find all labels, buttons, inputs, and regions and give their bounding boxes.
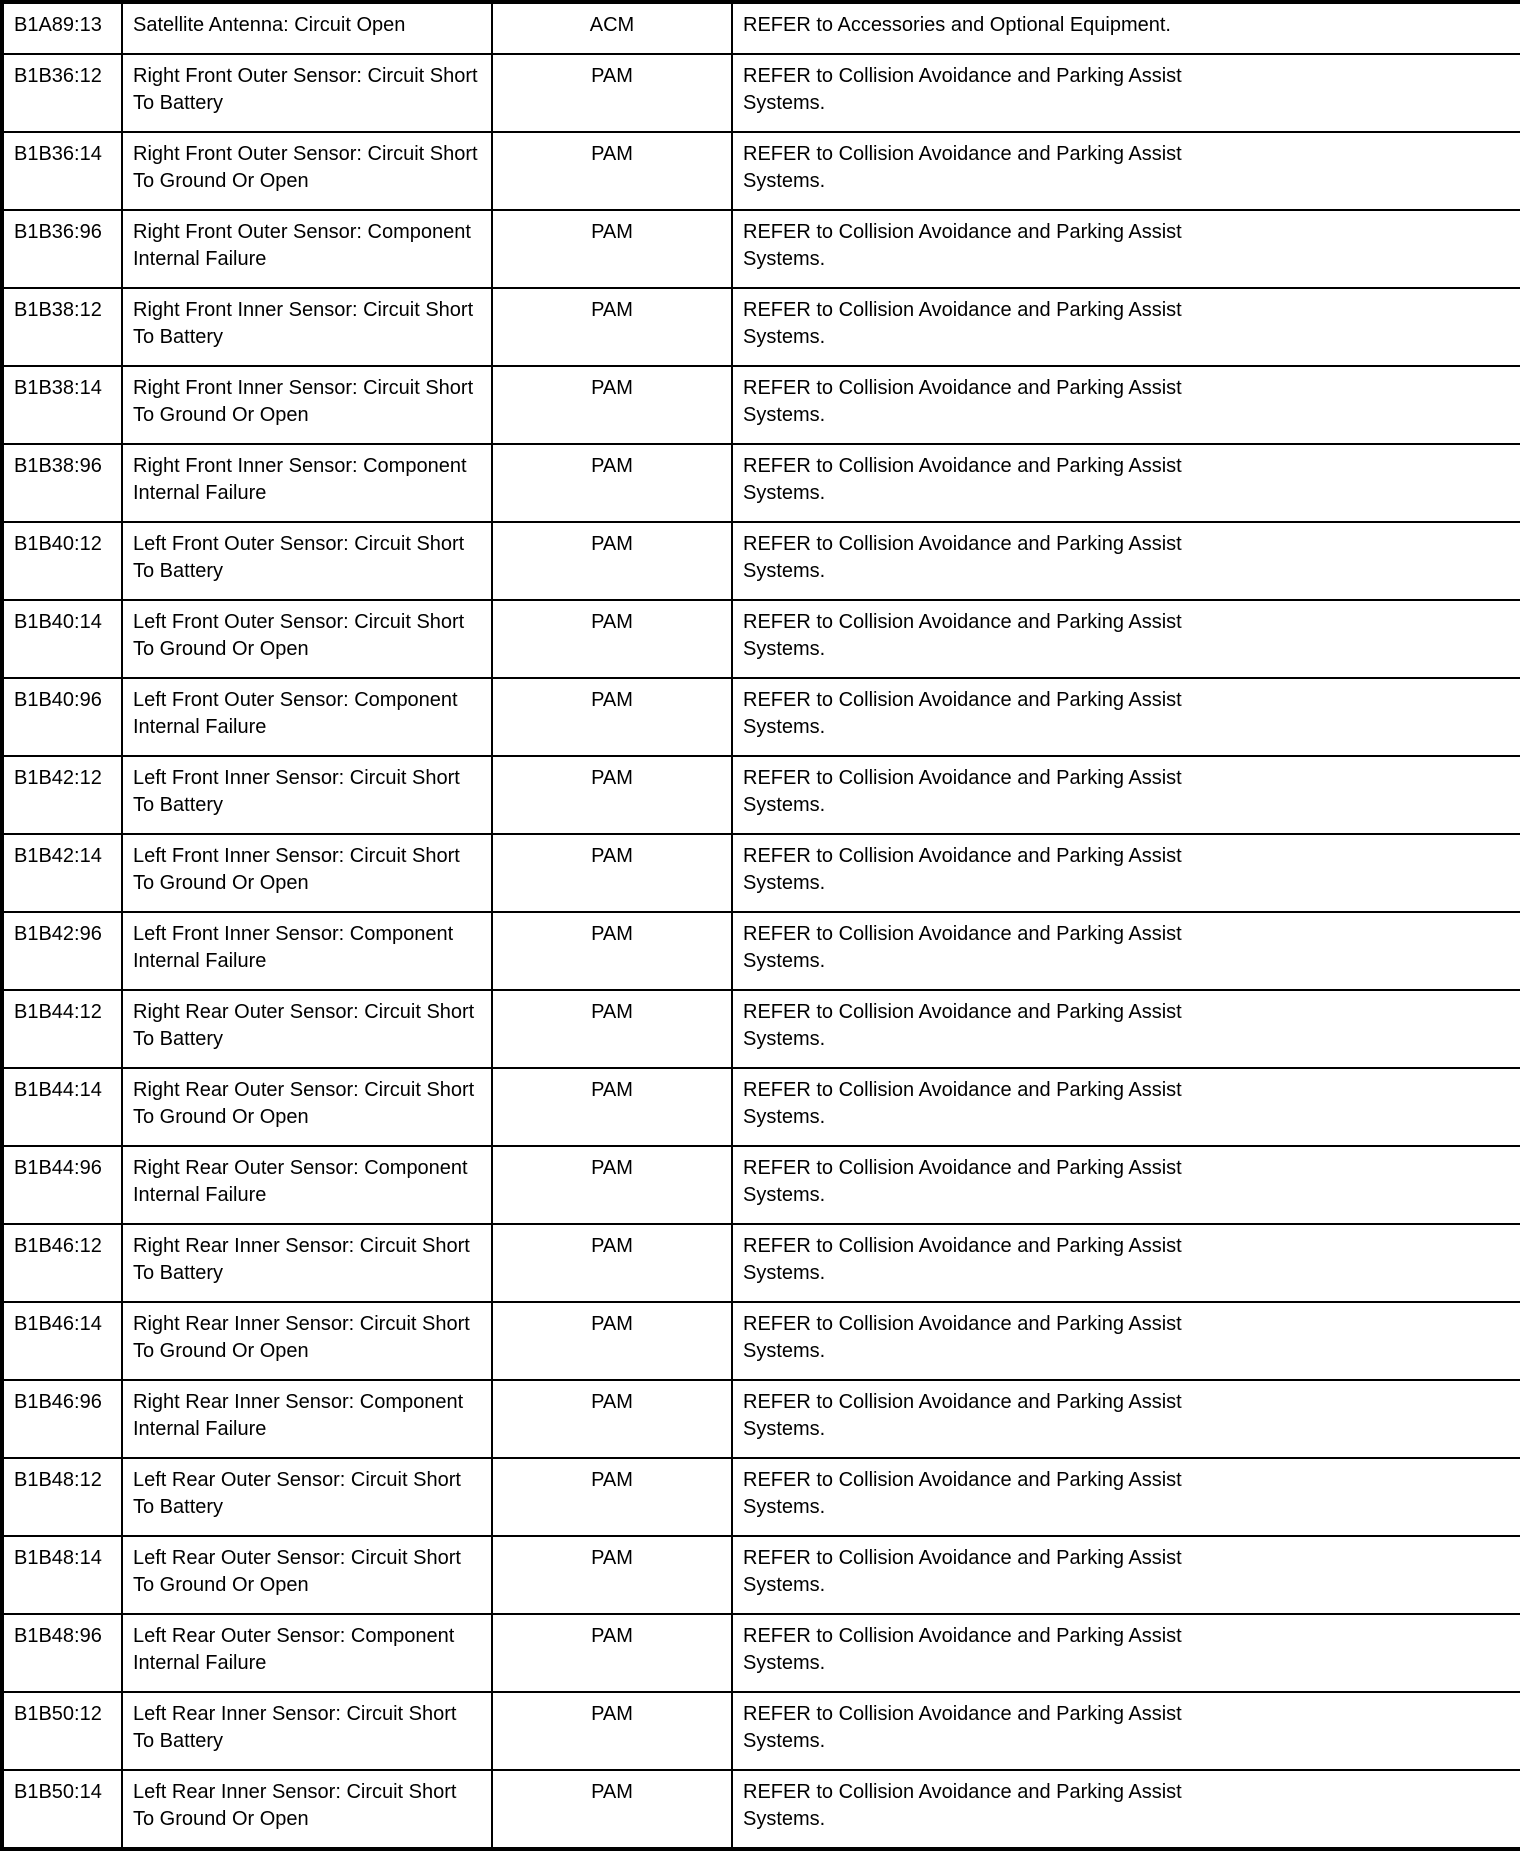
dtc-action-cell <box>732 600 1520 678</box>
table-row <box>2 1224 1520 1302</box>
dtc-action-cell <box>732 912 1520 990</box>
dtc-module-cell: PAM <box>492 912 732 990</box>
dtc-action-cell <box>732 288 1520 366</box>
dtc-code-cell: B1B50:14 <box>2 1770 122 1849</box>
table-row <box>2 1692 1520 1770</box>
dtc-module-cell: PAM <box>492 1692 732 1770</box>
dtc-action-cell <box>732 1692 1520 1770</box>
dtc-action-text: REFER to Collision Avoidance and Parking Assist Systems. <box>743 1703 1182 1752</box>
table-row <box>2 1068 1520 1146</box>
dtc-action-cell <box>732 2 1520 54</box>
dtc-code-cell: B1B44:96 <box>2 1146 122 1224</box>
dtc-code-cell: B1B44:14 <box>2 1068 122 1146</box>
dtc-module-cell: PAM <box>492 132 732 210</box>
table-row <box>2 522 1520 600</box>
table-row <box>2 1614 1520 1692</box>
table-row <box>2 444 1520 522</box>
dtc-action-text: REFER to Collision Avoidance and Parking Assist Systems. <box>743 221 1182 270</box>
dtc-code-cell: B1B36:12 <box>2 54 122 132</box>
dtc-action-text: REFER to Collision Avoidance and Parking Assist Systems. <box>743 1547 1182 1596</box>
dtc-module-cell: PAM <box>492 756 732 834</box>
dtc-module-cell: PAM <box>492 1302 732 1380</box>
table-row <box>2 1302 1520 1380</box>
dtc-code-cell: B1B36:14 <box>2 132 122 210</box>
dtc-description-cell: Right Front Inner Sensor: Component Internal Failure <box>122 444 492 522</box>
dtc-description-cell: Right Front Inner Sensor: Circuit Short To Ground Or Open <box>122 366 492 444</box>
dtc-action-cell <box>732 1224 1520 1302</box>
dtc-description-cell: Right Front Outer Sensor: Circuit Short To Ground Or Open <box>122 132 492 210</box>
dtc-code-cell: B1B38:14 <box>2 366 122 444</box>
dtc-code-cell: B1B48:14 <box>2 1536 122 1614</box>
table-row <box>2 1458 1520 1536</box>
table-row <box>2 288 1520 366</box>
dtc-module-cell: PAM <box>492 1146 732 1224</box>
dtc-description-cell: Right Rear Inner Sensor: Circuit Short To Ground Or Open <box>122 1302 492 1380</box>
dtc-action-cell <box>732 834 1520 912</box>
dtc-module-cell: PAM <box>492 834 732 912</box>
dtc-module-cell: ACM <box>492 2 732 54</box>
table-row <box>2 990 1520 1068</box>
dtc-description-cell: Right Rear Outer Sensor: Component Internal Failure <box>122 1146 492 1224</box>
dtc-action-text: REFER to Collision Avoidance and Parking Assist Systems. <box>743 1391 1182 1440</box>
dtc-code-cell: B1B48:12 <box>2 1458 122 1536</box>
dtc-action-text: REFER to Collision Avoidance and Parking Assist Systems. <box>743 1781 1182 1830</box>
dtc-action-cell <box>732 678 1520 756</box>
dtc-action-text: REFER to Collision Avoidance and Parking Assist Systems. <box>743 455 1182 504</box>
dtc-code-cell: B1B38:12 <box>2 288 122 366</box>
dtc-description-cell: Left Front Outer Sensor: Circuit Short To Ground Or Open <box>122 600 492 678</box>
table-row <box>2 1770 1520 1849</box>
dtc-code-cell: B1B40:96 <box>2 678 122 756</box>
table-row <box>2 2 1520 54</box>
dtc-action-cell <box>732 54 1520 132</box>
table-row <box>2 1380 1520 1458</box>
dtc-code-cell: B1B46:12 <box>2 1224 122 1302</box>
dtc-code-cell: B1B46:14 <box>2 1302 122 1380</box>
dtc-description-cell: Right Front Outer Sensor: Circuit Short To Battery <box>122 54 492 132</box>
dtc-description-cell: Left Rear Outer Sensor: Component Internal Failure <box>122 1614 492 1692</box>
dtc-module-cell: PAM <box>492 1458 732 1536</box>
dtc-module-cell: PAM <box>492 1380 732 1458</box>
dtc-module-cell: PAM <box>492 210 732 288</box>
table-row <box>2 210 1520 288</box>
dtc-action-cell <box>732 1380 1520 1458</box>
dtc-action-text: REFER to Collision Avoidance and Parking Assist Systems. <box>743 377 1182 426</box>
dtc-action-cell <box>732 1770 1520 1849</box>
table-row <box>2 834 1520 912</box>
dtc-action-text: REFER to Collision Avoidance and Parking Assist Systems. <box>743 923 1182 972</box>
dtc-action-text: REFER to Collision Avoidance and Parking Assist Systems. <box>743 611 1182 660</box>
dtc-action-text: REFER to Collision Avoidance and Parking Assist Systems. <box>743 1313 1182 1362</box>
dtc-description-cell: Right Front Inner Sensor: Circuit Short To Battery <box>122 288 492 366</box>
dtc-action-text: REFER to Collision Avoidance and Parking Assist Systems. <box>743 1157 1182 1206</box>
dtc-action-text: REFER to Collision Avoidance and Parking Assist Systems. <box>743 65 1182 114</box>
dtc-action-text: REFER to Collision Avoidance and Parking Assist Systems. <box>743 1001 1182 1050</box>
table-row <box>2 678 1520 756</box>
dtc-action-cell <box>732 1302 1520 1380</box>
dtc-description-cell: Left Rear Inner Sensor: Circuit Short To Ground Or Open <box>122 1770 492 1849</box>
dtc-action-text: REFER to Collision Avoidance and Parking Assist Systems. <box>743 1235 1182 1284</box>
dtc-action-cell <box>732 1458 1520 1536</box>
dtc-action-cell <box>732 522 1520 600</box>
dtc-action-cell <box>732 210 1520 288</box>
dtc-action-text: REFER to Collision Avoidance and Parking Assist Systems. <box>743 1079 1182 1128</box>
dtc-module-cell: PAM <box>492 1614 732 1692</box>
dtc-code-cell: B1B40:12 <box>2 522 122 600</box>
table-row <box>2 600 1520 678</box>
table-row <box>2 912 1520 990</box>
dtc-code-cell: B1B42:12 <box>2 756 122 834</box>
dtc-description-cell: Left Rear Outer Sensor: Circuit Short To Battery <box>122 1458 492 1536</box>
dtc-description-cell: Right Rear Outer Sensor: Circuit Short To Battery <box>122 990 492 1068</box>
dtc-action-text: REFER to Collision Avoidance and Parking Assist Systems. <box>743 689 1182 738</box>
dtc-description-cell: Satellite Antenna: Circuit Open <box>122 2 492 54</box>
dtc-description-cell: Right Rear Inner Sensor: Component Internal Failure <box>122 1380 492 1458</box>
dtc-code-cell: B1B38:96 <box>2 444 122 522</box>
dtc-module-cell: PAM <box>492 678 732 756</box>
dtc-action-cell <box>732 366 1520 444</box>
dtc-description-cell: Left Front Outer Sensor: Circuit Short To Battery <box>122 522 492 600</box>
table-row <box>2 756 1520 834</box>
dtc-module-cell: PAM <box>492 1536 732 1614</box>
dtc-module-cell: PAM <box>492 1770 732 1849</box>
dtc-action-cell <box>732 1146 1520 1224</box>
dtc-description-cell: Right Front Outer Sensor: Component Internal Failure <box>122 210 492 288</box>
dtc-action-text: REFER to Collision Avoidance and Parking Assist Systems. <box>743 767 1182 816</box>
dtc-action-text: REFER to Collision Avoidance and Parking Assist Systems. <box>743 845 1182 894</box>
dtc-action-text: REFER to Collision Avoidance and Parking Assist Systems. <box>743 143 1182 192</box>
dtc-code-cell: B1B36:96 <box>2 210 122 288</box>
dtc-description-cell: Left Front Inner Sensor: Circuit Short To Ground Or Open <box>122 834 492 912</box>
dtc-module-cell: PAM <box>492 54 732 132</box>
dtc-action-cell <box>732 990 1520 1068</box>
table-row <box>2 132 1520 210</box>
dtc-module-cell: PAM <box>492 1224 732 1302</box>
dtc-code-cell: B1A89:13 <box>2 2 122 54</box>
dtc-module-cell: PAM <box>492 990 732 1068</box>
dtc-action-text: REFER to Collision Avoidance and Parking Assist Systems. <box>743 299 1182 348</box>
dtc-module-cell: PAM <box>492 366 732 444</box>
dtc-action-cell <box>732 756 1520 834</box>
table-row <box>2 54 1520 132</box>
dtc-action-text: REFER to Accessories and Optional Equipment. <box>743 14 1171 36</box>
dtc-code-cell: B1B40:14 <box>2 600 122 678</box>
dtc-action-cell <box>732 1614 1520 1692</box>
dtc-description-cell: Right Rear Inner Sensor: Circuit Short To Battery <box>122 1224 492 1302</box>
dtc-action-cell <box>732 1536 1520 1614</box>
dtc-description-cell: Left Front Outer Sensor: Component Internal Failure <box>122 678 492 756</box>
dtc-description-cell: Left Front Inner Sensor: Component Internal Failure <box>122 912 492 990</box>
dtc-description-cell: Right Rear Outer Sensor: Circuit Short To Ground Or Open <box>122 1068 492 1146</box>
dtc-module-cell: PAM <box>492 444 732 522</box>
dtc-action-cell <box>732 132 1520 210</box>
dtc-action-text: REFER to Collision Avoidance and Parking Assist Systems. <box>743 1469 1182 1518</box>
dtc-description-cell: Left Rear Inner Sensor: Circuit Short To Battery <box>122 1692 492 1770</box>
dtc-code-cell: B1B44:12 <box>2 990 122 1068</box>
table-row <box>2 366 1520 444</box>
dtc-description-cell: Left Rear Outer Sensor: Circuit Short To Ground Or Open <box>122 1536 492 1614</box>
dtc-action-cell <box>732 444 1520 522</box>
dtc-description-cell: Left Front Inner Sensor: Circuit Short To Battery <box>122 756 492 834</box>
dtc-module-cell: PAM <box>492 600 732 678</box>
dtc-code-cell: B1B42:96 <box>2 912 122 990</box>
table-row <box>2 1536 1520 1614</box>
dtc-action-text: REFER to Collision Avoidance and Parking Assist Systems. <box>743 1625 1182 1674</box>
table-row <box>2 1146 1520 1224</box>
dtc-module-cell: PAM <box>492 522 732 600</box>
dtc-action-cell <box>732 1068 1520 1146</box>
dtc-code-cell: B1B42:14 <box>2 834 122 912</box>
dtc-code-cell: B1B46:96 <box>2 1380 122 1458</box>
dtc-module-cell: PAM <box>492 1068 732 1146</box>
dtc-table-body <box>2 2 1520 1849</box>
dtc-code-cell: B1B50:12 <box>2 1692 122 1770</box>
dtc-module-cell: PAM <box>492 288 732 366</box>
dtc-action-text: REFER to Collision Avoidance and Parking Assist Systems. <box>743 533 1182 582</box>
dtc-code-cell: B1B48:96 <box>2 1614 122 1692</box>
